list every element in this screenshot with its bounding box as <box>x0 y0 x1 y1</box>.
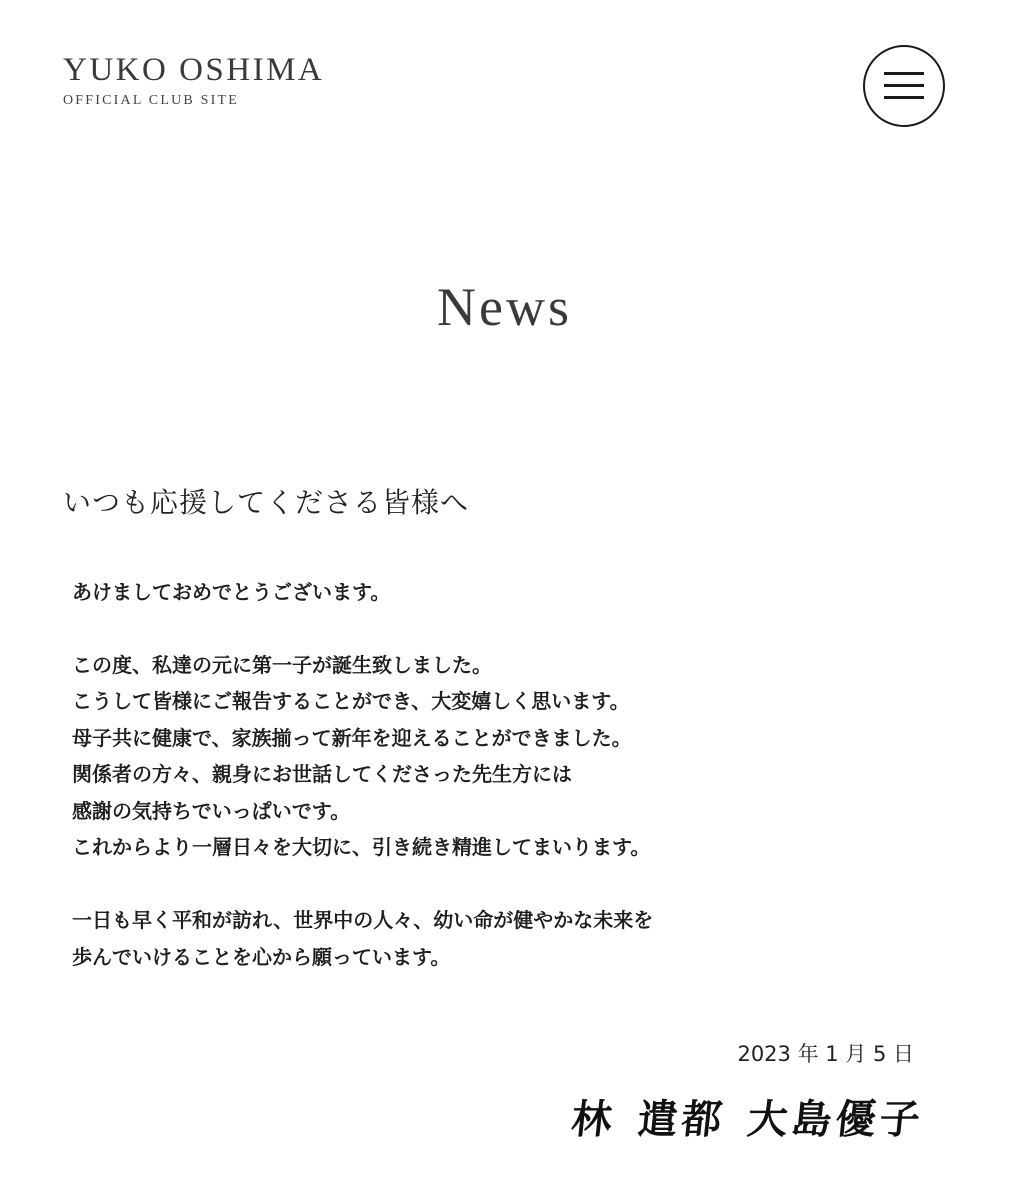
brand-subtitle: OFFICIAL CLUB SITE <box>63 93 239 108</box>
signature-surname: 林 <box>569 1096 619 1143</box>
letter-line: 関係者の方々、親身にお世話してくださった先生方には <box>72 762 572 786</box>
menu-button[interactable] <box>863 45 945 127</box>
hamburger-menu-icon <box>884 72 924 100</box>
letter-body <box>72 574 932 975</box>
letter-line: この度、私達の元に第一子が誕生致しました。 <box>72 652 492 677</box>
letter-line: こうして皆様にご報告することができ、大変嬉しく思います。 <box>72 689 630 713</box>
letter-date: 2023 年 1 月 5 日 <box>737 1042 914 1066</box>
page-title: News <box>437 277 572 337</box>
signature-given-name: 遣都 <box>635 1096 729 1143</box>
brand-name: YUKO OSHIMA <box>63 52 325 88</box>
letter-line: これからより一層日々を大切に、引き続き精進してまいります。 <box>72 835 651 859</box>
letter-paragraph-2 <box>72 902 932 975</box>
letter-line: 母子共に健康で、家族揃って新年を迎えることができました。 <box>72 725 632 750</box>
letter-greeting: あけましておめでとうございます。 <box>72 580 391 604</box>
site-logo[interactable] <box>63 54 324 109</box>
signature-partner-name: 大島優子 <box>745 1096 927 1143</box>
signature <box>569 1088 927 1145</box>
letter-line: 感謝の気持ちでいっぱいです。 <box>72 798 351 823</box>
article-heading: いつも応援してくださる皆様へ <box>63 486 470 519</box>
letter-line: 歩んでいけることを心から願っています。 <box>72 944 451 969</box>
letter-line: 一日も早く平和が訪れ、世界中の人々、幼い命が健やかな未来を <box>72 908 654 932</box>
letter-paragraph-1 <box>72 647 932 866</box>
paragraph-spacer <box>72 866 932 903</box>
